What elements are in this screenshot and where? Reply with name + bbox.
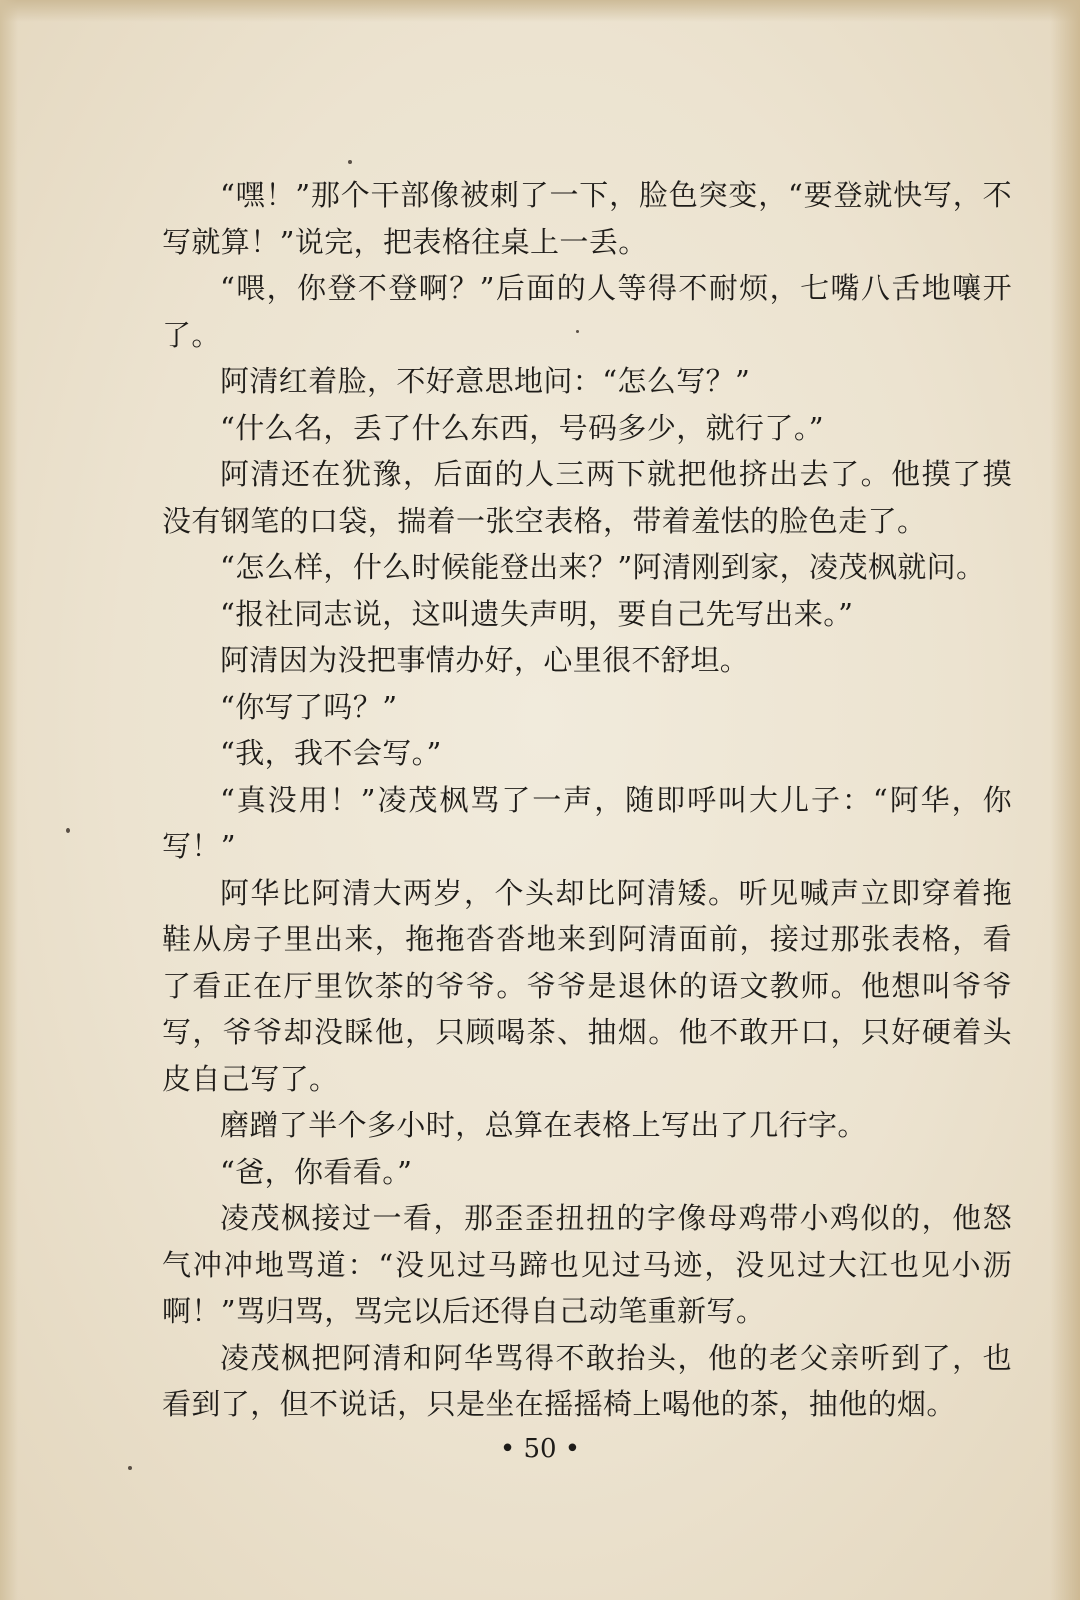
paragraph: 阿清红着脸，不好意思地问：“怎么写？” [220, 364, 751, 398]
paragraph: “嘿！”那个干部像被刺了一下，脸色突变，“要登就快写，不写就算！”说完，把表格往桌上一丢。 [162, 178, 1012, 259]
paper-speck [128, 1466, 132, 1470]
body-text [162, 172, 1012, 1428]
paragraph: “报社同志说，这叫遗失声明，要自己先写出来。” [220, 596, 854, 631]
paragraph: 阿清还在犹豫，后面的人三两下就把他挤出去了。他摸了摸没有钢笔的口袋，揣着一张空表格，带着羞怯的脸色走了。 [162, 457, 1012, 538]
paragraph: “什么名，丢了什么东西，号码多少，就行了。” [220, 410, 824, 445]
paragraph: 凌茂枫把阿清和阿华骂得不敢抬头，他的老父亲听到了，也看到了，但不说话，只是坐在摇摇椅上喝他的茶，抽他的烟。 [162, 1340, 1012, 1421]
page-edge-shadow-top [0, 0, 1080, 22]
page-number: • 50 • [499, 1434, 581, 1464]
page-edge-shadow-right [1050, 0, 1080, 1600]
paragraph: 凌茂枫接过一看，那歪歪扭扭的字像母鸡带小鸡似的，他怒气冲冲地骂道：“没见过马蹄也见过马迹，没见过大江也见小沥啊！”骂归骂，骂完以后还得自己动笔重新写。 [162, 1201, 1012, 1328]
paragraph: “你写了吗？” [220, 689, 398, 724]
paragraph: “怎么样，什么时候能登出来？”阿清刚到家，凌茂枫就问。 [220, 550, 986, 584]
paragraph: “真没用！”凌茂枫骂了一声，随即呼叫大儿子：“阿华，你写！” [162, 782, 1012, 863]
paragraph: “喂，你登不登啊？”后面的人等得不耐烦，七嘴八舌地嚷开了。 [162, 271, 1012, 352]
paragraph: “我，我不会写。” [220, 736, 442, 770]
page-edge-shadow-left [0, 0, 18, 1600]
paper-speck [348, 160, 352, 164]
paragraph: “爸，你看看。” [220, 1154, 413, 1189]
paragraph: 磨蹭了半个多小时，总算在表格上写出了几行字。 [220, 1108, 867, 1142]
paragraph: 阿华比阿清大两岁，个头却比阿清矮。听见喊声立即穿着拖鞋从房子里出来，拖拖沓沓地来到阿清面前，接过那张表格，看了看正在厅里饮茶的爷爷。爷爷是退休的语文教师。他想叫爷爷写，爷爷却没睬他，只顾喝茶、抽烟。他不敢开口，只好硬着头皮自己写了。 [162, 875, 1012, 1096]
paper-speck [66, 828, 70, 833]
paragraph: 阿清因为没把事情办好，心里很不舒坦。 [220, 643, 750, 677]
